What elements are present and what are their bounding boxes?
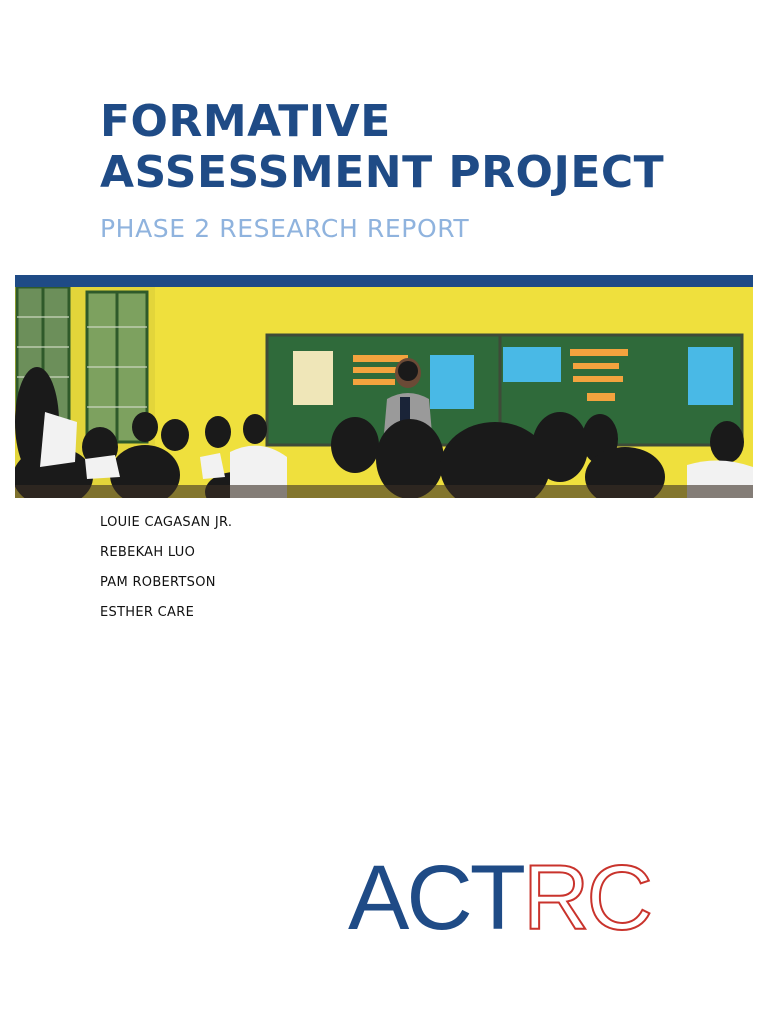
classroom-illustration (15, 287, 753, 498)
title-line-2: ASSESSMENT PROJECT (100, 147, 665, 198)
actrc-logo (348, 847, 650, 949)
author-list (100, 514, 232, 634)
header-divider-bar (15, 275, 753, 287)
author-name: LOUIE CAGASAN JR. (100, 515, 233, 530)
logo-part-rc: RC (523, 847, 650, 949)
report-subtitle: PHASE 2 RESEARCH REPORT (100, 214, 470, 243)
title-line-1: FORMATIVE (100, 96, 391, 147)
author-name: PAM ROBERTSON (100, 575, 216, 590)
report-title (100, 96, 664, 198)
classroom-photo (15, 287, 753, 498)
author-name: ESTHER CARE (100, 605, 195, 620)
author-name: REBEKAH LUO (100, 545, 196, 560)
logo-part-act: ACT (348, 847, 523, 949)
